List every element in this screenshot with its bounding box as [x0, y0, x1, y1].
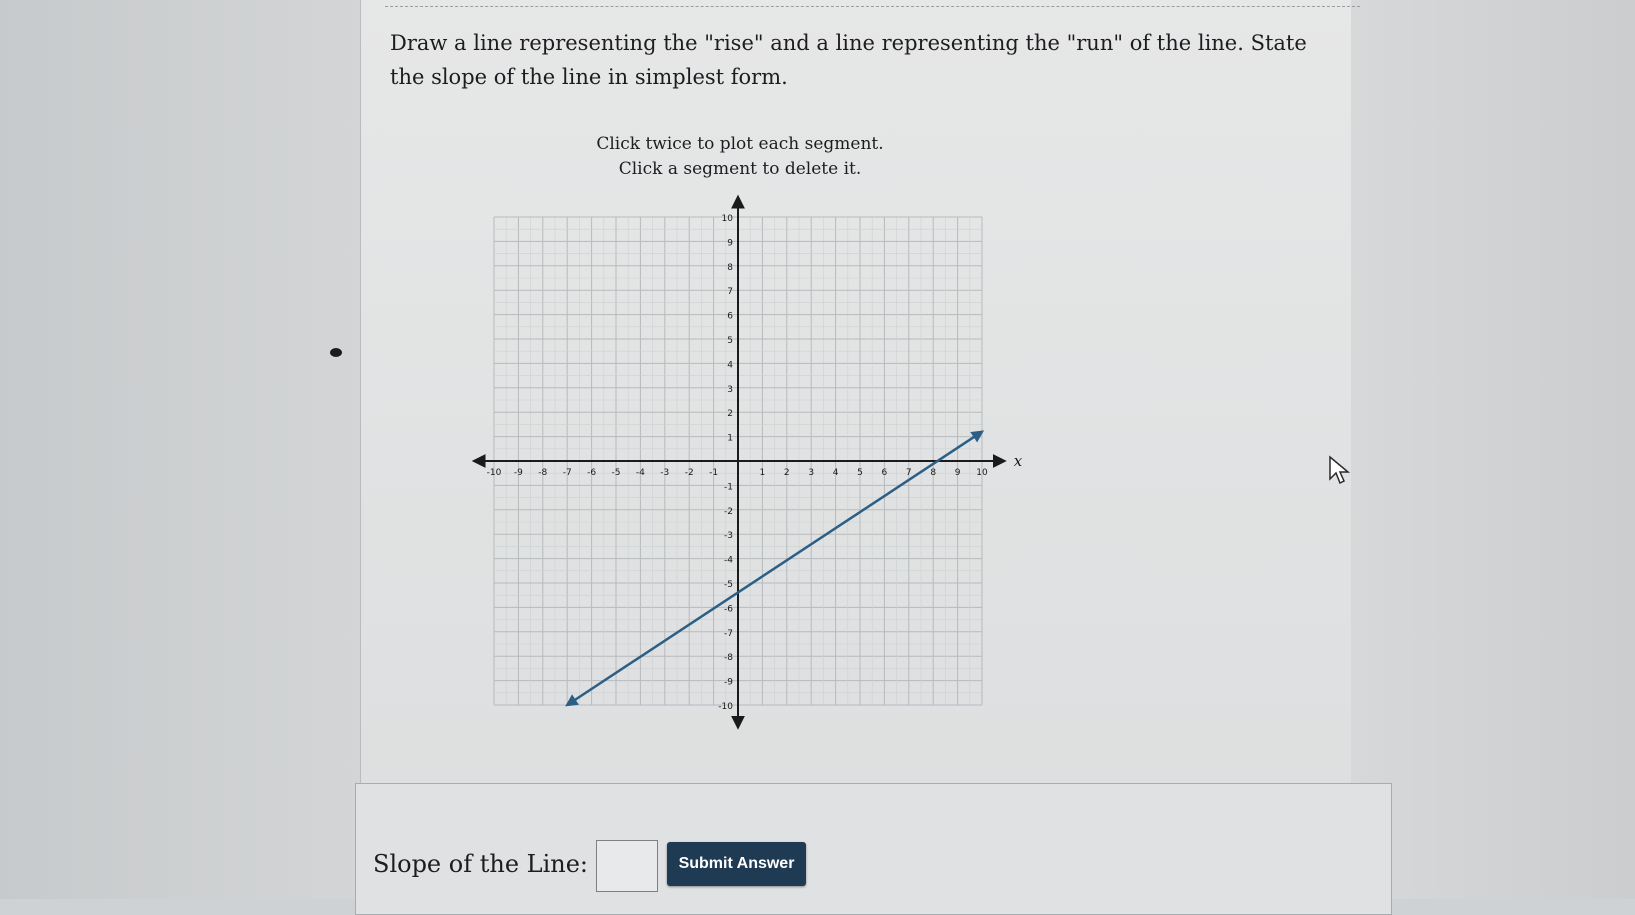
background-left: [0, 0, 360, 899]
y-tick-label: -5: [724, 580, 733, 590]
graph-area[interactable]: [450, 190, 1050, 740]
answer-panel: [355, 783, 1392, 915]
x-tick-label: 5: [857, 468, 863, 478]
x-tick-label: 3: [808, 468, 815, 478]
y-tick-label: -7: [724, 628, 733, 639]
slope-label: Slope of the Line:: [373, 850, 589, 878]
y-tick-label: 8: [727, 262, 733, 273]
coordinate-plane[interactable]: [450, 190, 1050, 740]
x-tick-label: 6: [881, 468, 888, 478]
x-tick-label: 4: [832, 468, 839, 478]
y-tick-label: -1: [724, 482, 733, 493]
instruction-plot: Click twice to plot each segment.: [596, 134, 884, 154]
x-tick-label: -6: [587, 468, 597, 478]
submit-answer-button[interactable]: Submit Answer: [667, 842, 806, 886]
instruction-delete: Click a segment to delete it.: [618, 159, 862, 179]
x-tick-label: -9: [513, 468, 523, 478]
y-tick-label: -6: [724, 604, 733, 615]
y-tick-label: 2: [727, 409, 733, 420]
y-tick-label: -8: [724, 653, 733, 664]
y-tick-label: 1: [727, 433, 733, 444]
background-right: [1350, 0, 1635, 899]
question-prompt: Draw a line representing the "rise" and a line representing the "run" of the line. State the slope of the line in simplest form.: [390, 31, 1307, 89]
axes: [474, 197, 1003, 726]
y-tick-label: 4: [727, 360, 733, 371]
x-tick-label: -1: [709, 468, 719, 478]
x-tick-label: 2: [783, 468, 790, 478]
x-tick-label: -2: [684, 468, 694, 478]
x-tick-label: 10: [976, 468, 988, 478]
mouse-cursor-icon: [1328, 455, 1354, 487]
x-tick-label: 9: [954, 468, 961, 478]
y-tick-label: -4: [724, 555, 733, 566]
x-tick-label: 8: [930, 468, 937, 478]
top-divider: [385, 6, 1360, 7]
y-tick-label: 10: [721, 214, 733, 224]
x-tick-label: 1: [759, 468, 766, 478]
y-tick-label: -10: [718, 702, 733, 712]
x-tick-label: -4: [635, 468, 645, 478]
x-tick-label: -10: [486, 468, 502, 478]
x-tick-label: -5: [611, 468, 621, 478]
y-tick-label: 7: [727, 287, 733, 298]
x-axis-label: x: [1013, 452, 1023, 470]
y-tick-label: -3: [724, 531, 733, 542]
x-tick-label: -8: [538, 468, 548, 478]
y-tick-label: 9: [727, 238, 733, 249]
y-tick-label: -9: [724, 677, 733, 688]
x-tick-label: 7: [905, 468, 912, 478]
y-tick-label: 3: [727, 384, 733, 395]
y-tick-label: -2: [724, 506, 733, 517]
x-tick-label: -7: [562, 468, 572, 478]
y-tick-label: 5: [727, 336, 733, 346]
slope-input[interactable]: [596, 840, 658, 892]
y-tick-label: 6: [727, 311, 733, 322]
x-tick-label: -3: [660, 468, 670, 478]
screen-speck: [330, 348, 342, 357]
